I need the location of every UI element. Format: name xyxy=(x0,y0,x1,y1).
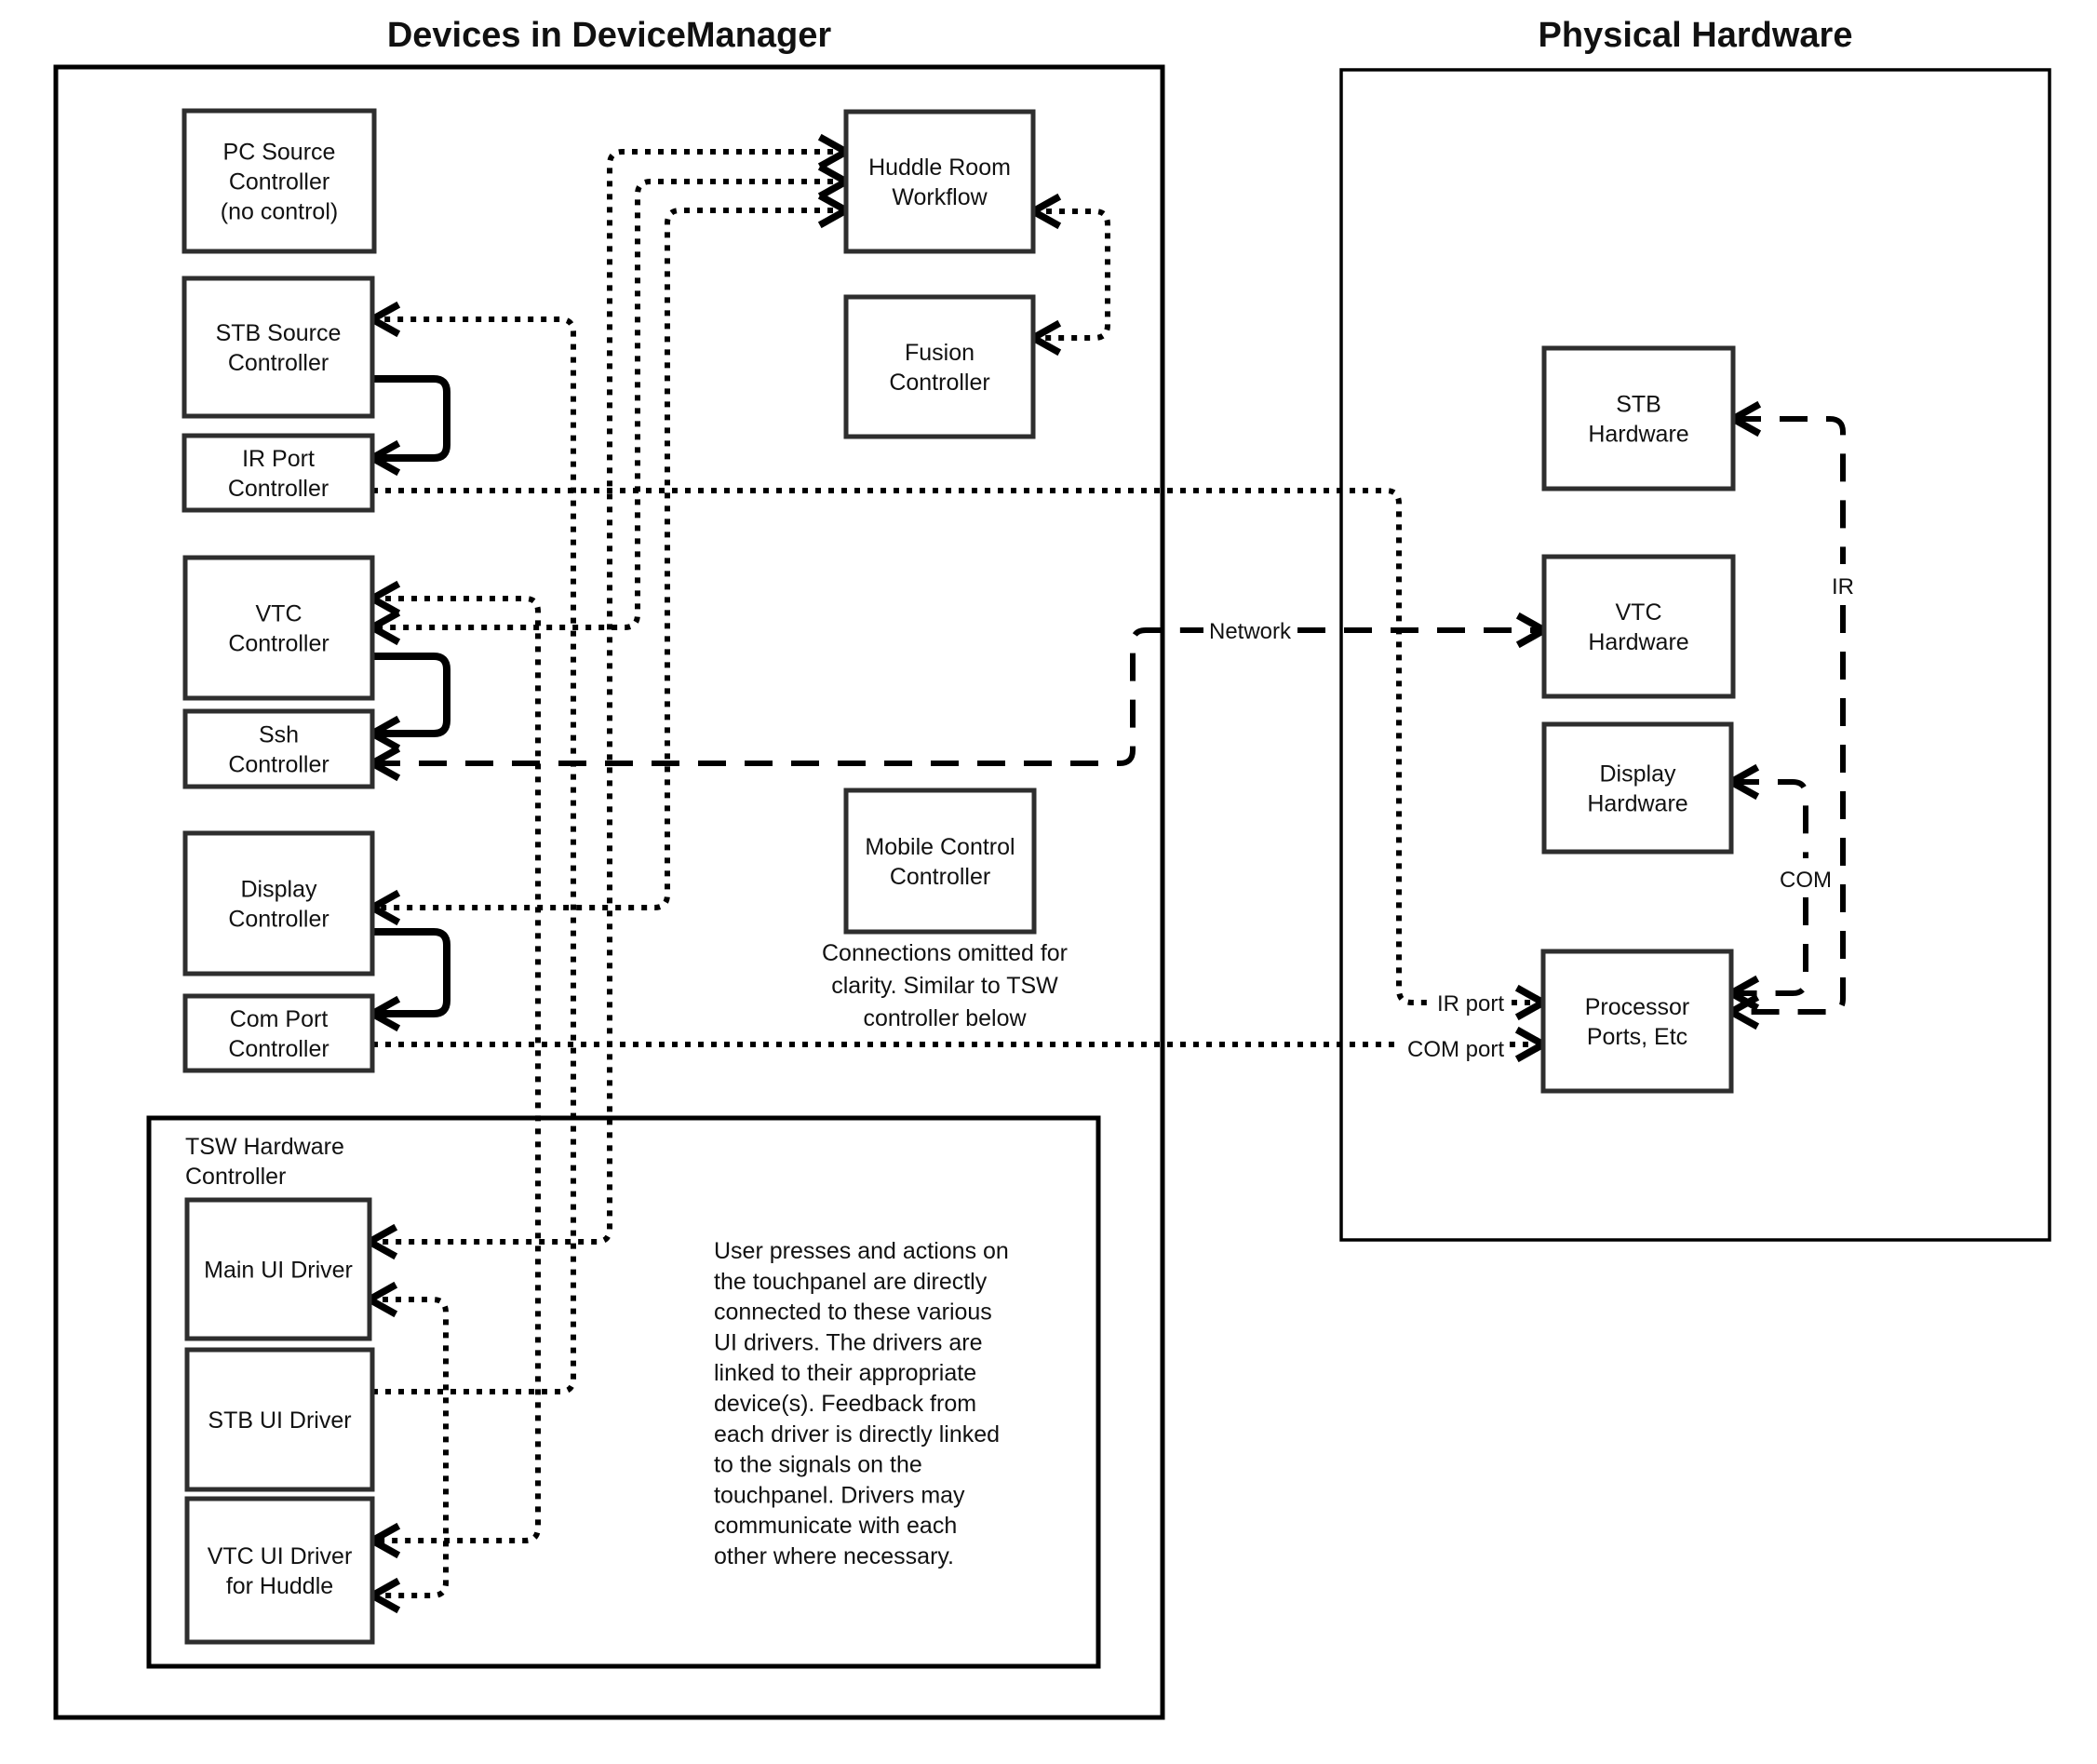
node-main-ui-driver-label: Main UI Driver xyxy=(204,1257,353,1284)
node-ir-port-controller xyxy=(184,436,372,510)
node-display-controller-box xyxy=(185,833,372,974)
node-display-controller-label: Display Controller xyxy=(228,876,329,933)
edge-display-hardware-com-arrow xyxy=(1731,897,1806,993)
node-display-hardware-box xyxy=(1544,724,1731,852)
edge-main-ui-driver-to-vtc-ui-driver xyxy=(370,1299,446,1596)
node-com-port-controller xyxy=(185,996,372,1071)
node-vtc-ui-driver-label: VTC UI Driver for Huddle xyxy=(207,1542,353,1599)
node-ir-port-controller-label: IR Port Controller xyxy=(227,445,329,502)
node-display-controller xyxy=(185,833,372,974)
edge-stb-hardware-ir-run xyxy=(1733,419,1843,564)
edge-ssh-to-vtc-hardware-run xyxy=(372,630,1203,763)
node-pc-source-controller-label: PC Source Controller (no control) xyxy=(220,139,339,225)
edge-display-hardware-com-run xyxy=(1731,782,1806,858)
edge-stb-hardware-ir-arrow xyxy=(1731,605,1843,1012)
node-ssh-controller-label: Ssh Controller xyxy=(228,721,329,778)
node-huddle-room-workflow-label: Huddle Room Workflow xyxy=(868,154,1011,210)
node-stb-hardware-label: STB Hardware xyxy=(1588,391,1689,448)
node-stb-source-controller-label: STB Source Controller xyxy=(215,319,342,376)
tsw-drivers-note: User presses and actions on the touchpanel are directly connected to these various UI drivers. The drivers are linked to their appropriate device(s). Feedback from each driver is directly linked to the signals on the touchpanel. Drivers may communicate with each other where necessary. xyxy=(714,1238,1009,1569)
node-display-hardware xyxy=(1544,724,1731,852)
node-vtc-hardware xyxy=(1544,557,1733,696)
node-stb-ui-driver xyxy=(187,1350,372,1489)
node-stb-ui-driver-label: STB UI Driver xyxy=(208,1407,352,1434)
node-pc-source-controller xyxy=(184,111,374,251)
node-huddle-room-workflow xyxy=(846,112,1033,251)
edge-label-network: Network xyxy=(1208,619,1292,644)
edge-vtc-controller-to-vtc-ui-driver xyxy=(372,599,538,1541)
node-display-hardware-label: Display Hardware xyxy=(1587,761,1688,817)
node-processor-ports-label: Processor Ports, Etc xyxy=(1584,993,1690,1050)
node-vtc-hardware-label: VTC Hardware xyxy=(1588,599,1689,655)
edge-stb-ui-driver-to-stb-source xyxy=(372,319,573,1392)
node-vtc-controller-box xyxy=(185,558,372,698)
node-huddle-room-workflow-box xyxy=(846,112,1033,251)
node-fusion-controller-label: Fusion Controller xyxy=(889,339,990,396)
node-mobile-control-controller-box xyxy=(846,790,1034,932)
node-stb-hardware xyxy=(1544,348,1733,489)
edge-label-ir: IR xyxy=(1832,574,1854,599)
node-vtc-controller xyxy=(185,558,372,698)
node-fusion-controller xyxy=(846,297,1033,437)
node-vtc-ui-driver xyxy=(187,1499,372,1642)
edge-vtc-controller-to-ssh xyxy=(372,656,447,734)
node-processor-ports-box xyxy=(1543,951,1731,1091)
edge-label-ir-port: IR port xyxy=(1436,991,1505,1017)
edge-label-com-port: COM port xyxy=(1406,1037,1505,1062)
physical-hardware-section-title: Physical Hardware xyxy=(1538,16,1853,55)
node-vtc-hardware-box xyxy=(1544,557,1733,696)
devices-section-title: Devices in DeviceManager xyxy=(386,16,832,55)
node-fusion-controller-box xyxy=(846,297,1033,437)
node-mobile-control-controller xyxy=(846,790,1034,932)
edge-label-com: COM xyxy=(1780,868,1832,893)
node-stb-source-controller xyxy=(184,278,372,416)
mobile-control-note: Connections omitted for clarity. Similar to TSW controller below xyxy=(821,940,1069,1031)
tsw-container-label: TSW Hardware Controller xyxy=(185,1134,344,1190)
node-stb-source-controller-box xyxy=(184,278,372,416)
node-processor-ports xyxy=(1543,951,1731,1091)
edge-display-to-com-port xyxy=(372,932,447,1014)
node-ssh-controller xyxy=(185,711,372,787)
edge-stb-source-to-ir-port xyxy=(372,379,447,458)
edge-huddle-to-main-ui-driver xyxy=(370,152,846,1242)
node-vtc-ui-driver-box xyxy=(187,1499,372,1642)
node-vtc-controller-label: VTC Controller xyxy=(228,600,329,657)
node-main-ui-driver xyxy=(187,1200,370,1339)
node-mobile-control-controller-label: Mobile Control Controller xyxy=(865,833,1015,890)
node-stb-hardware-box xyxy=(1544,348,1733,489)
edge-huddle-to-fusion xyxy=(1033,211,1108,338)
node-com-port-controller-label: Com Port Controller xyxy=(228,1005,329,1062)
